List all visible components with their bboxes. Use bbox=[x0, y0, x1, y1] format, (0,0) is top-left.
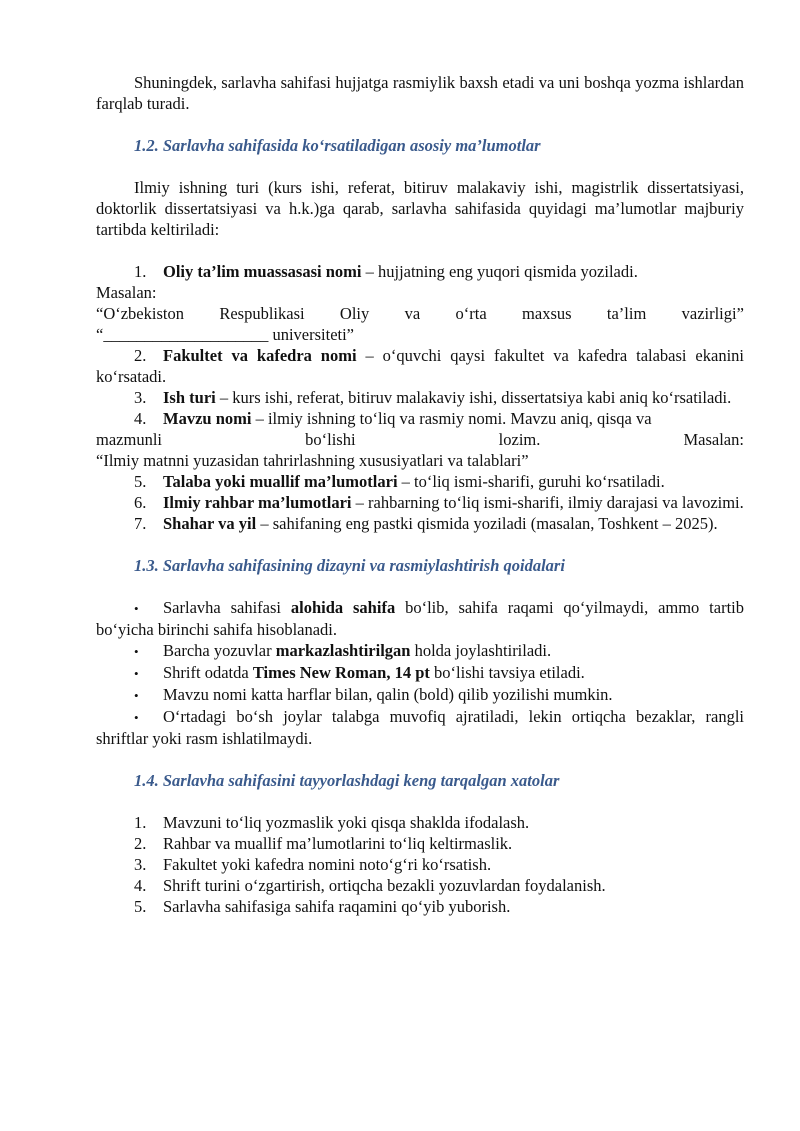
list-item: 3. Ish turi – kurs ishi, referat, bitiruv malakaviy ishi, dissertatsiya kabi aniq ko‘rsatiladi. bbox=[134, 388, 732, 407]
bullet-item: • Sarlavha sahifasi alohida sahifa bo‘lib, sahifa raqami qo‘yilmaydi, ammo tartib bo‘yicha birinchi sahifa hisoblanadi. bbox=[96, 598, 744, 639]
document-page bbox=[96, 72, 744, 917]
list-item: 1. Mavzuni to‘liq yozmaslik yoki qisqa shaklda ifodalash. bbox=[134, 813, 530, 832]
bullet-icon: • bbox=[134, 666, 139, 681]
section-heading-1-3: 1.3. Sarlavha sahifasining dizayni va rasmiylashtirish qoidalari bbox=[134, 556, 565, 575]
bullet-icon: • bbox=[134, 644, 139, 659]
bullet-item: • Barcha yozuvlar markazlashtirilgan holda joylashtiriladi. bbox=[134, 641, 552, 660]
list-item: 1. Oliy ta’lim muassasasi nomi – hujjatning eng yuqori qismida yoziladi. bbox=[134, 262, 638, 281]
item-bold-label: Oliy ta’lim muassasasi nomi bbox=[163, 262, 362, 281]
section-heading-1-2: 1.2. Sarlavha sahifasida ko‘rsatiladigan asosiy ma’lumotlar bbox=[134, 136, 541, 155]
intro-paragraph: Shuningdek, sarlavha sahifasi hujjatga rasmiylik baxsh etadi va uni boshqa yozma ishlardan farqlab turadi. bbox=[96, 73, 744, 113]
item-4-continuation: mazmunli bo‘lishi lozim. Masalan: bbox=[96, 430, 744, 449]
list-item: 6. Ilmiy rahbar ma’lumotlari – rahbarning to‘liq ismi-sharifi, ilmiy darajasi va lavozimi. bbox=[134, 493, 744, 512]
example-topic: “Ilmiy matnni yuzasidan tahrirlashning xususiyatlari va talablari” bbox=[96, 451, 529, 470]
bullet-icon: • bbox=[134, 688, 139, 703]
list-item: 2. Rahbar va muallif ma’lumotlarini to‘liq keltirmaslik. bbox=[134, 834, 513, 853]
bullet-item: • O‘rtadagi bo‘sh joylar talabga muvofiq ajratiladi, lekin ortiqcha bezaklar, rangli shriftlar yoki rasm ishlatilmaydi. bbox=[96, 707, 744, 748]
bullet-icon: • bbox=[134, 710, 139, 725]
list-item: 5. Talaba yoki muallif ma’lumotlari – to‘liq ismi-sharifi, guruhi ko‘rsatiladi. bbox=[134, 472, 665, 491]
list-item: 3. Fakultet yoki kafedra nomini noto‘g‘ri ko‘rsatish. bbox=[134, 855, 492, 874]
section-heading-1-4: 1.4. Sarlavha sahifasini tayyorlashdagi keng tarqalgan xatolar bbox=[134, 771, 560, 790]
list-item: 4. Shrift turini o‘zgartirish, ortiqcha bezakli yozuvlardan foydalanish. bbox=[134, 876, 606, 895]
bullet-item: • Mavzu nomi katta harflar bilan, qalin (bold) qilib yozilishi mumkin. bbox=[134, 685, 613, 704]
example-line: “O‘zbekiston Respublikasi Oliy va o‘rta maxsus ta’lim vazirligi” bbox=[96, 304, 744, 323]
example-label: Masalan: bbox=[96, 283, 157, 302]
list-item: 7. Shahar va yil – sahifaning eng pastki qismida yoziladi (masalan, Toshkent – 2025). bbox=[134, 514, 718, 533]
example-line-2: “____________________ universiteti” bbox=[96, 325, 355, 344]
list-item: 2. Fakultet va kafedra nomi – o‘quvchi qaysi fakultet va kafedra talabasi ekanini ko‘rsatadi. bbox=[96, 346, 744, 386]
bullet-icon: • bbox=[134, 601, 139, 616]
list-item: 4. Mavzu nomi – ilmiy ishning to‘liq va rasmiy nomi. Mavzu aniq, qisqa va bbox=[134, 409, 652, 428]
bullet-item: • Shrift odatda Times New Roman, 14 pt bo‘lishi tavsiya etiladi. bbox=[134, 663, 585, 682]
list-item: 5. Sarlavha sahifasiga sahifa raqamini qo‘yib yuborish. bbox=[134, 897, 511, 916]
section-1-2-paragraph: Ilmiy ishning turi (kurs ishi, referat, bitiruv malakaviy ishi, magistrlik dissertatsiyasi, doktorlik dissertatsiyasi va h.k.)ga qarab, sarlavha sahifasida quyidagi ma’lumotlar majburiy tartibda keltiriladi: bbox=[96, 178, 744, 239]
